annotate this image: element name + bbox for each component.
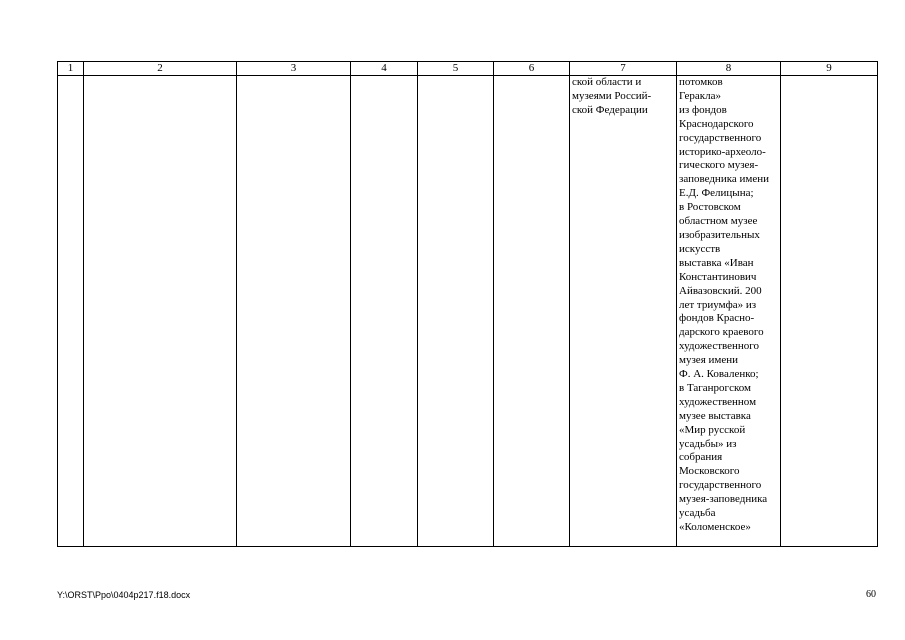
column-header-5: 5 (418, 62, 494, 76)
table-cell-col6 (494, 76, 570, 547)
table-cell-col5 (418, 76, 494, 547)
table-cell-col9 (781, 76, 878, 547)
table-cell-col3 (237, 76, 351, 547)
footer-file-path: Y:\ORST\Ppo\0404p217.f18.docx (57, 590, 191, 600)
header-row (58, 62, 878, 76)
table-cell-col1 (58, 76, 84, 547)
column-header-4: 4 (351, 62, 418, 76)
column-header-6: 6 (494, 62, 570, 76)
column-header-7: 7 (570, 62, 677, 76)
table-cell-col2 (84, 76, 237, 547)
column-header-1: 1 (58, 62, 84, 76)
table-cell-col7: ской области и музеями Россий- ской Федерации (570, 76, 677, 547)
table-cell-col8: потомков Геракла» из фондов Краснодарского государственного историко-археоло- гического музея- заповедника имени Е.Д. Фелицына; в Ростовском областном музее изобразительных искусств выставка «Иван Константинович Айвазовский. 200 лет триумфа» из фондов Красно- дарского краевого художественного музея имени Ф. А. Коваленко; в Таганрогском художественном музее выставка «Мир русской усадьбы» из собрания Московского государственного музея-заповедника усадьба «Коломенское» (677, 76, 781, 547)
document-table (57, 61, 878, 547)
column-header-9: 9 (781, 62, 878, 76)
column-header-8: 8 (677, 62, 781, 76)
column-header-3: 3 (237, 62, 351, 76)
page-number: 60 (866, 589, 876, 600)
table-cell-col4 (351, 76, 418, 547)
column-header-2: 2 (84, 62, 237, 76)
table-row (58, 76, 878, 547)
